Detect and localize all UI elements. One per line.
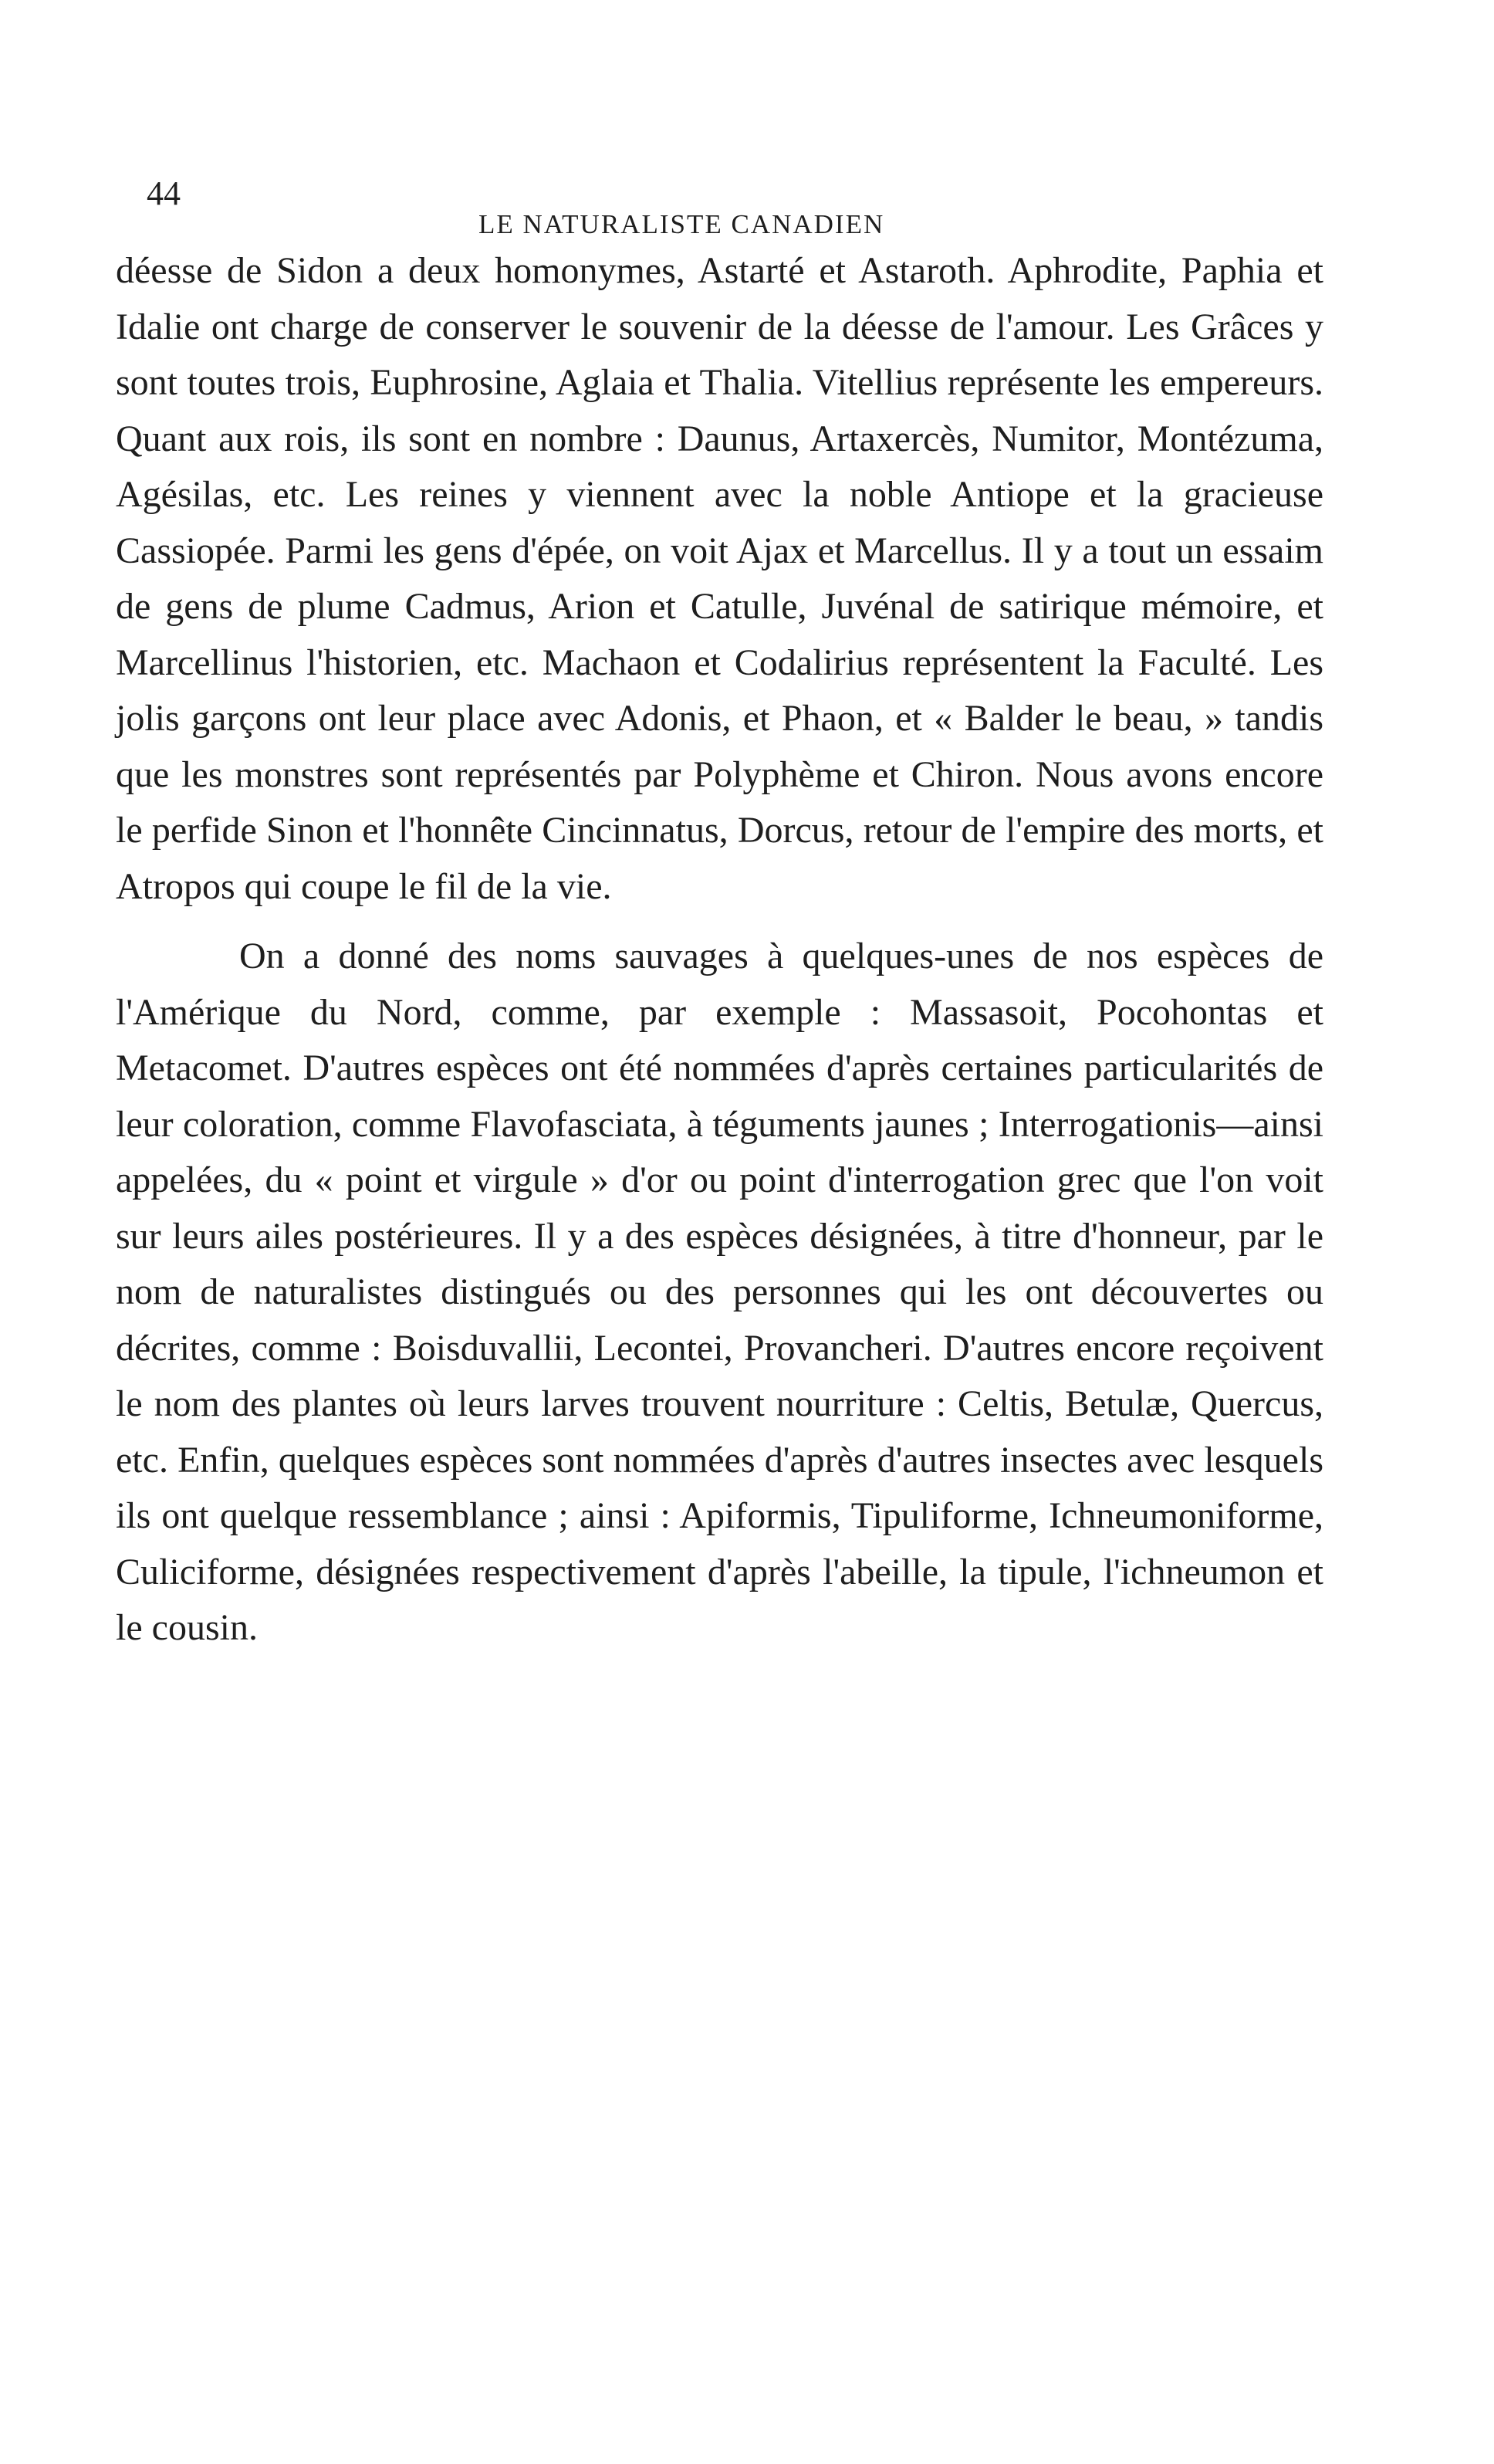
running-title: LE NATURALISTE CANADIEN bbox=[478, 209, 885, 239]
paragraph-2: On a donné des noms sauvages à quelques-unes de nos espèces de l'Amérique du Nord, comme, par exemple : Massasoit, Pocohontas et Metacomet. D'autres espèces ont été nommées d'après certaines particularités de leur coloration, comme Flavofasciata, à téguments jaunes ; Interrogationis—ainsi appelées, du « point et virgule » d'or ou point d'interrogation grec que l'on voit sur leurs ailes postérieures. Il y a des espèces désignées, à titre d'honneur, par le nom de naturalistes distingués ou des personnes qui les ont découvertes ou décrites, comme : Boisduvallii, Lecontei, Provancheri. D'autres encore reçoivent le nom des plantes où leurs larves trouvent nourriture : Celtis, Betulæ, Quercus, etc. Enfin, quelques espèces sont nommées d'après d'autres insectes avec lesquels ils ont quelque ressemblance ; ainsi : Apiformis, Tipuliforme, Ichneumoniforme, Culiciforme, désignées respectivement d'après l'abeille, la tipule, l'ichneumon et le cousin. bbox=[116, 936, 1323, 1648]
page-number: 44 bbox=[147, 174, 181, 212]
book-page bbox=[116, 174, 1323, 1657]
paragraph-1: déesse de Sidon a deux homonymes, Astarté et Astaroth. Aphrodite, Paphia et Idalie ont charge de conserver le souvenir de la déesse de l'amour. Les Grâces y sont toutes trois, Euphrosine, Aglaia et Thalia. Vitellius représente les empereurs. Quant aux rois, ils sont en nombre : Daunus, Artaxercès, Numitor, Montézuma, Agésilas, etc. Les reines y viennent avec la noble Antiope et la gracieuse Cassiopée. Parmi les gens d'épée, on voit Ajax et Marcellus. Il y a tout un essaim de gens de plume Cadmus, Arion et Catulle, Juvénal de satirique mémoire, et Marcellinus l'historien, etc. Machaon et Codalirius représentent la Faculté. Les jolis garçons ont leur place avec Adonis, et Phaon, et « Balder le beau, » tandis que les monstres sont représentés par Polyphème et Chiron. Nous avons encore le perfide Sinon et l'honnête Cincinnatus, Dorcus, retour de l'empire des morts, et Atropos qui coupe le fil de la vie. bbox=[116, 250, 1323, 907]
body-text bbox=[116, 243, 1323, 1657]
page-header bbox=[116, 174, 1323, 243]
